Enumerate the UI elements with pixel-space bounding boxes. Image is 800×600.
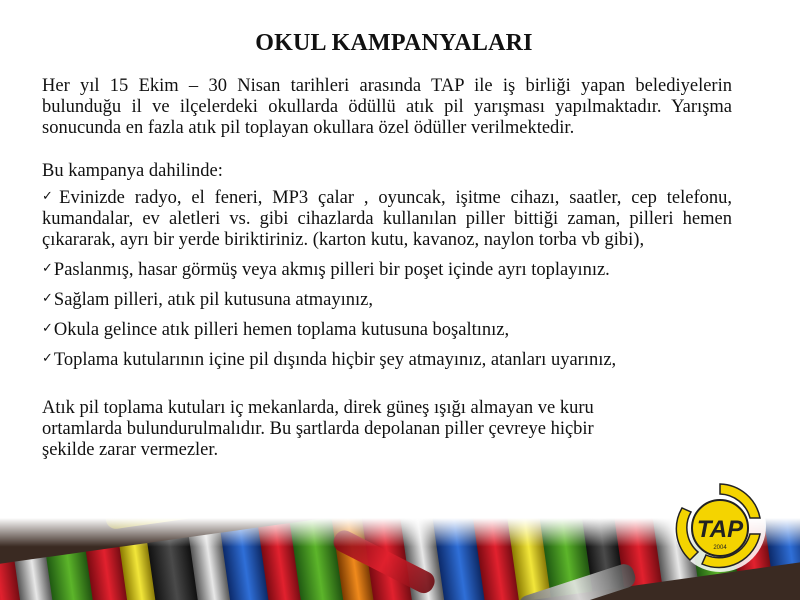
checkmark-icon: ✓ xyxy=(42,260,53,275)
checkmark-icon: ✓ xyxy=(42,350,53,365)
list-item: ✓Toplama kutularının içine pil dışında hiçbir şey atmayınız, atanları uyarınız, xyxy=(42,350,617,370)
checkmark-icon: ✓ xyxy=(42,188,59,203)
checkmark-icon: ✓ xyxy=(42,320,53,335)
list-item: ✓Okula gelince atık pilleri hemen toplama kutusuna boşaltınız, xyxy=(42,320,510,340)
list-item: ✓Evinizde radyo, el feneri, MP3 çalar , oyuncak, işitme cihazı, saatler, cep telefonu, kumandalar, ev aletleri vs. gibi cihazlarda kullanılan piller bittiği zaman, pilleri hemen çıkararak, ayrı bir yerde biriktiriniz. (karton kutu, kavanoz, naylon torba vb gibi), xyxy=(42,188,732,250)
logo-year: 2004 xyxy=(713,545,727,551)
storage-note-line: şekilde zarar vermezler. xyxy=(42,440,219,460)
list-item: ✓Sağlam pilleri, atık pil kutusuna atmayınız, xyxy=(42,290,373,310)
tap-recycle-logo-icon xyxy=(672,478,768,574)
storage-note-line: Atık pil toplama kutuları iç mekanlarda, direk güneş ışığı almayan ve kuru xyxy=(42,398,594,418)
campaign-paragraph: Her yıl 15 Ekim – 30 Nisan tarihleri arasında TAP ile iş birliği yapan belediyelerin bulunduğu il ve ilçelerdeki okullarda ödüllü atık pil yarışması yapılmaktadır. Yarışma sonucunda en fazla atık pil toplayan okullara özel ödüller verilmektedir. xyxy=(42,76,732,138)
storage-note xyxy=(42,398,732,461)
checkmark-icon: ✓ xyxy=(42,290,53,305)
tips-list xyxy=(42,185,732,371)
list-item: ✓Paslanmış, hasar görmüş veya akmış pilleri bir poşet içinde ayrı toplayınız. xyxy=(42,260,610,280)
main-content xyxy=(42,76,732,461)
campaign-intro: Bu kampanya dahilinde: xyxy=(42,161,223,181)
logo-text: TAP xyxy=(696,516,744,543)
page-title: OKUL KAMPANYALARI xyxy=(255,30,533,56)
storage-note-line: ortamlarda bulundurulmalıdır. Bu şartlarda depolanan piller çevreye hiçbir xyxy=(42,419,594,439)
